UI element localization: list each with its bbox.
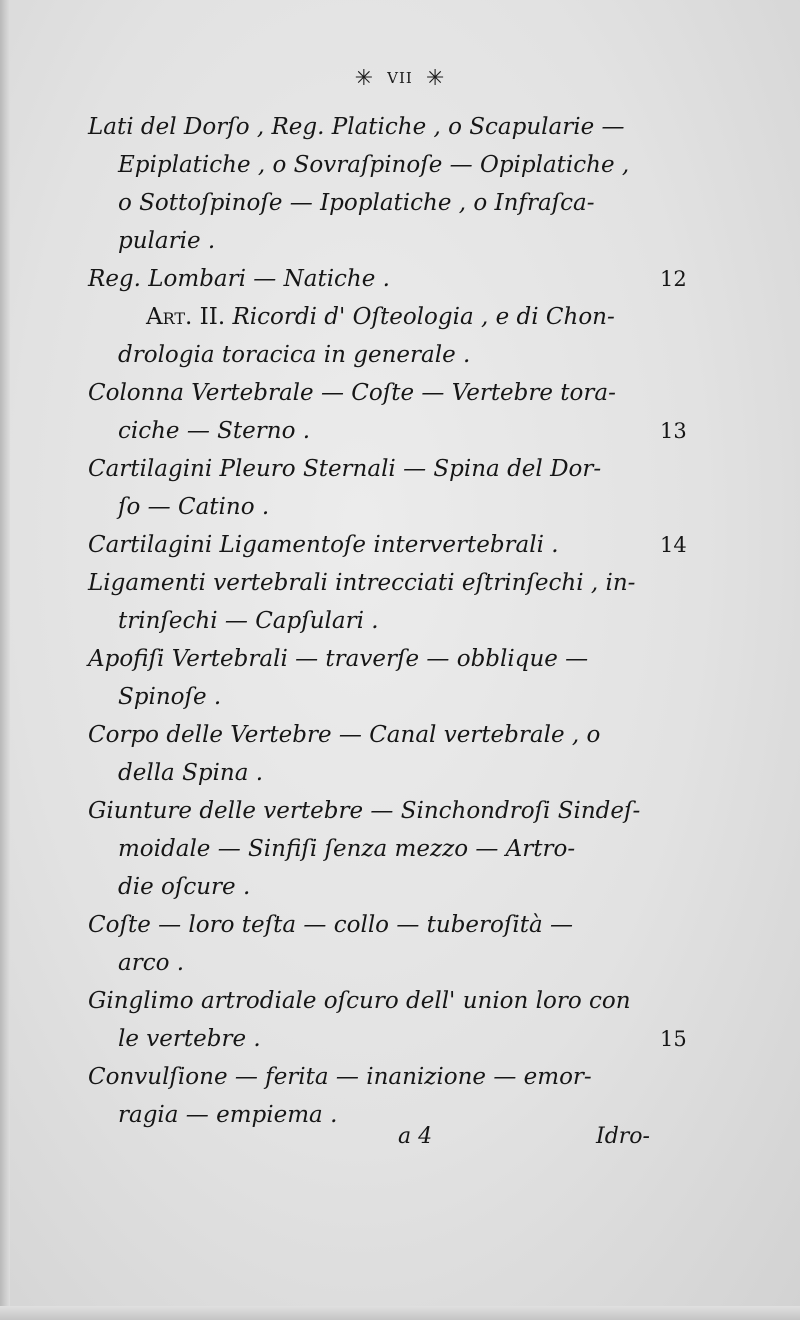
toc-line: Lati del Dorſo , Reg. Platiche , o Scapularie —: [88, 114, 625, 140]
toc-line: die oſcure .: [118, 874, 251, 900]
toc-line: Epiplatiche , o Sovraſpinoſe — Opiplatiche ,: [118, 152, 630, 178]
toc-line: ciche — Sterno .: [118, 418, 311, 444]
toc-page-ref: 13: [660, 419, 687, 443]
running-header: [0, 66, 800, 91]
toc-line: ragia — empiema .: [118, 1102, 338, 1128]
toc-line: Spinoſe .: [118, 684, 222, 710]
toc-line: Cartilagini Pleuro Sternali — Spina del Dor-: [88, 456, 602, 482]
toc-line: Convulſione — ferita — inanizione — emor-: [88, 1064, 592, 1090]
toc-line: moidale — Sinfiſi ſenza mezzo — Artro-: [118, 836, 576, 862]
page-footer: [0, 1124, 800, 1164]
page-number: VII: [387, 69, 413, 87]
article-title: Ricordi d' Oſteologia , e di Chon-: [225, 304, 615, 330]
toc-line: Colonna Vertebrale — Coſte — Vertebre tora-: [88, 380, 616, 406]
toc-line: drologia toracica in generale .: [118, 342, 471, 368]
toc-line: o Sottoſpinoſe — Ipoplatiche , o Infraſca-: [118, 190, 595, 216]
toc-line: trinſechi — Capſulari .: [118, 608, 379, 634]
toc-page-ref: 14: [660, 533, 687, 557]
toc-line: le vertebre .: [118, 1026, 261, 1052]
toc-line: pularie .: [118, 228, 216, 254]
ornament-left-icon: ✳: [354, 66, 375, 91]
toc-line: Giunture delle vertebre — Sinchondroſi Sindeſ-: [88, 798, 641, 824]
toc-line: Apofiſi Vertebrali — traverſe — obblique —: [88, 646, 589, 672]
toc-line: arco .: [118, 950, 185, 976]
ornament-right-icon: ✳: [425, 66, 446, 91]
toc-line: ſo — Catino .: [118, 494, 270, 520]
toc-article-heading: [146, 298, 615, 336]
toc-page-ref: 12: [660, 267, 687, 291]
page-edge-bottom: [0, 1306, 800, 1320]
toc-line: Coſte — loro teſta — collo — tuberoſità —: [88, 912, 574, 938]
toc-line: Corpo delle Vertebre — Canal vertebrale , o: [88, 722, 601, 748]
toc-page-ref: 15: [660, 1027, 687, 1051]
toc-line: Ginglimo artrodiale oſcuro dell' union loro con: [88, 988, 631, 1014]
toc-line: della Spina .: [118, 760, 264, 786]
toc-line: Reg. Lombari — Natiche .: [88, 266, 390, 292]
toc-line: Cartilagini Ligamentoſe intervertebrali .: [88, 532, 559, 558]
signature-mark: a 4: [398, 1124, 433, 1149]
toc-line: Ligamenti vertebrali intrecciati eſtrinſechi , in-: [88, 570, 636, 596]
page-edge-left: [0, 0, 10, 1320]
article-label: Art. II.: [146, 304, 226, 330]
catchword: Idro-: [596, 1124, 650, 1149]
